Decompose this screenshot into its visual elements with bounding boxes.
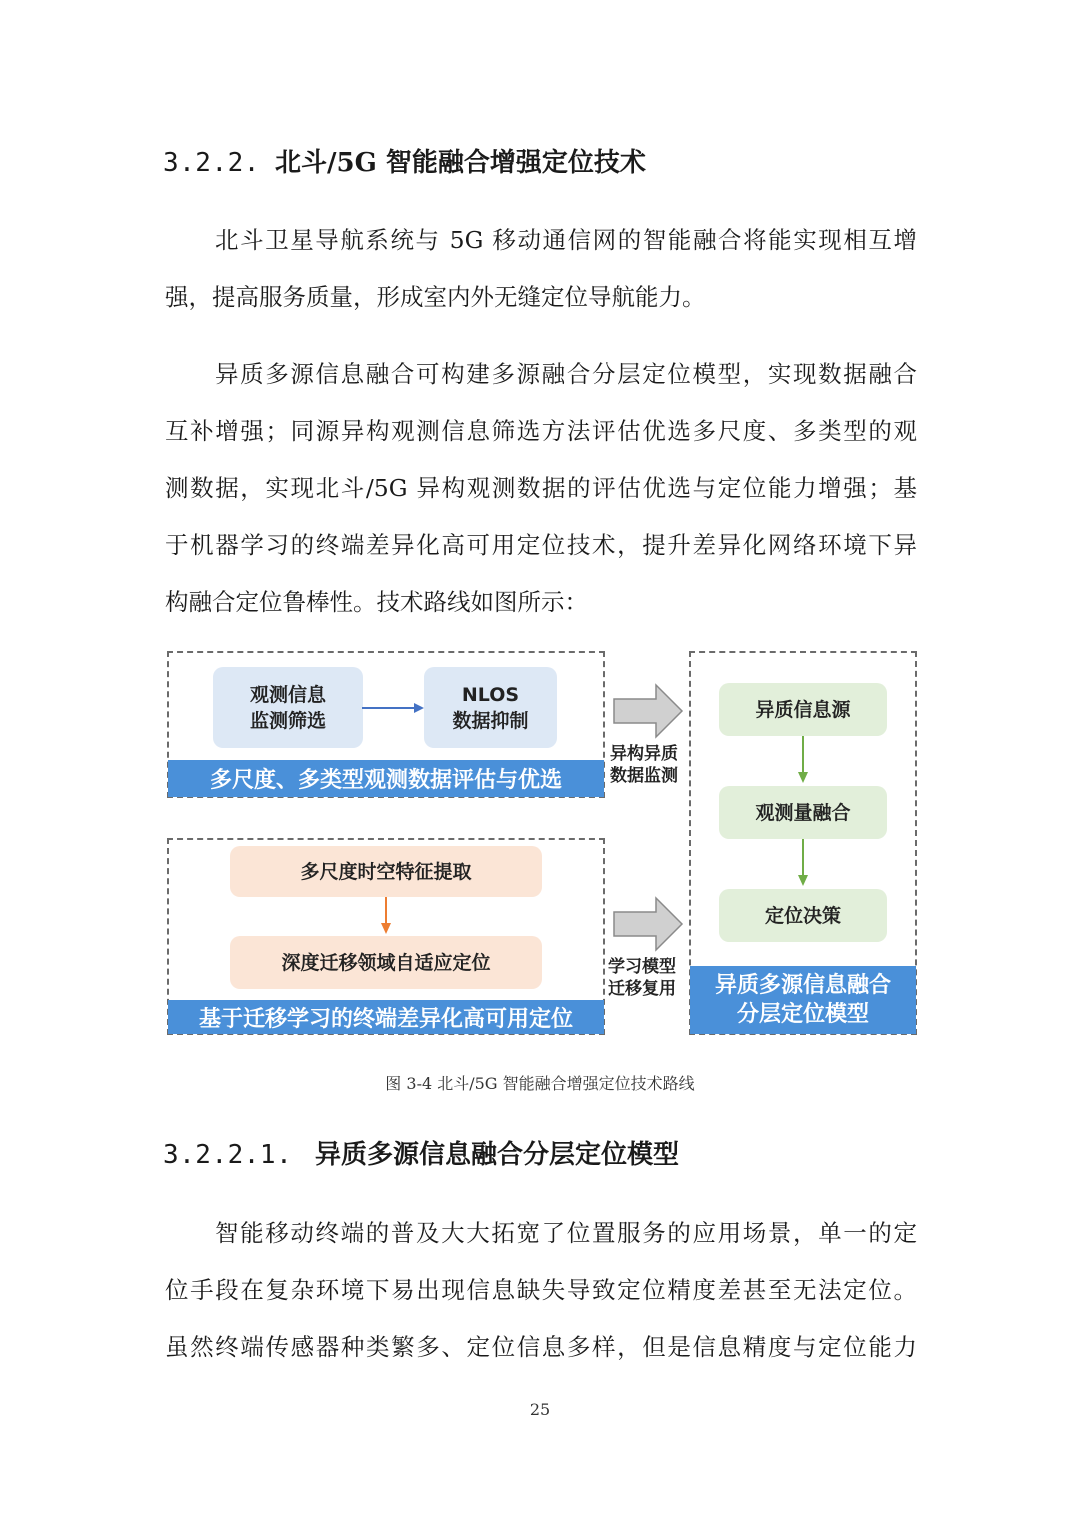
section-heading (163, 142, 646, 179)
section-number: 3.2.2. (163, 148, 260, 178)
orange-arrow-icon (378, 897, 394, 937)
page-number: 25 (529, 1400, 551, 1419)
heterogeneous-source-box: 异质信息源 (719, 683, 887, 736)
gray-arrow-bottom-icon (612, 896, 684, 952)
paragraph-line: 互补增强；同源异构观测信息筛选方法评估优选多尺度、多类型的观 (165, 417, 917, 445)
blue-arrow-icon (362, 700, 426, 716)
domain-adaptive-box: 深度迁移领域自适应定位 (230, 936, 542, 989)
green-arrow-1-icon (795, 736, 811, 786)
subsection-title: 异质多源信息融合分层定位模型 (315, 1140, 680, 1170)
paragraph-line: 强，提高服务质量，形成室内外无缝定位导航能力。 (165, 283, 706, 311)
subsection-number: 3.2.2.1. (163, 1140, 293, 1170)
bottom-left-banner: 基于迁移学习的终端差异化高可用定位 (168, 1000, 604, 1034)
section-title: 北斗/5G 智能融合增强定位技术 (275, 148, 646, 178)
top-left-group (167, 651, 605, 798)
paragraph-line: 智能移动终端的普及大大拓宽了位置服务的应用场景，单一的定 (215, 1219, 917, 1247)
observation-fusion-box: 观测量融合 (719, 786, 887, 839)
right-group (689, 651, 917, 1035)
paragraph-line: 构融合定位鲁棒性。技术路线如图所示： (165, 588, 588, 616)
arrow-top-label: 异构异质 数据监测 (610, 744, 678, 786)
right-banner: 异质多源信息融合 分层定位模型 (690, 966, 916, 1034)
top-left-banner: 多尺度、多类型观测数据评估与优选 (168, 760, 604, 797)
paragraph-line: 北斗卫星导航系统与 5G 移动通信网的智能融合将能实现相互增 (215, 226, 917, 254)
subsection-heading (163, 1134, 679, 1171)
feature-extraction-box: 多尺度时空特征提取 (230, 846, 542, 897)
paragraph-line: 于机器学习的终端差异化高可用定位技术，提升差异化网络环境下异 (165, 531, 917, 559)
observation-screening-box: 观测信息 监测筛选 (213, 667, 363, 748)
paragraph-line: 位手段在复杂环境下易出现信息缺失导致定位精度差甚至无法定位。 (165, 1276, 917, 1304)
figure-caption: 图 3-4 北斗/5G 智能融合增强定位技术路线 (385, 1074, 695, 1093)
arrow-bottom-label: 学习模型 迁移复用 (608, 957, 676, 999)
positioning-decision-box: 定位决策 (719, 889, 887, 942)
nlos-suppression-box: NLOS 数据抑制 (424, 667, 557, 748)
paragraph-line: 异质多源信息融合可构建多源融合分层定位模型，实现数据融合 (215, 360, 917, 388)
paragraph-line: 测数据，实现北斗/5G 异构观测数据的评估优选与定位能力增强；基 (165, 474, 917, 502)
bottom-left-group (167, 838, 605, 1035)
gray-arrow-top-icon (612, 683, 684, 739)
paragraph-1 (165, 212, 917, 326)
paragraph-2 (165, 346, 917, 631)
paragraph-3 (165, 1205, 917, 1376)
green-arrow-2-icon (795, 839, 811, 889)
paragraph-line: 虽然终端传感器种类繁多、定位信息多样，但是信息精度与定位能力 (165, 1333, 917, 1361)
